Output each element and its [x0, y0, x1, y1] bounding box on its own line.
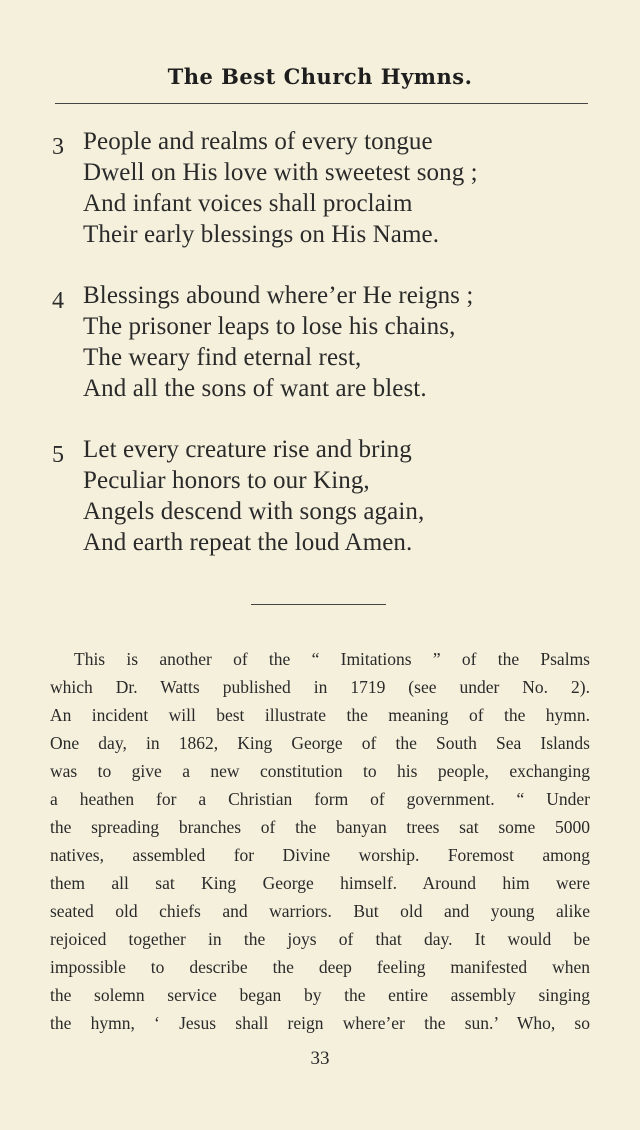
verse-line: Dwell on His love with sweetest song ; — [83, 159, 478, 186]
stanza-number: 5 — [52, 442, 64, 468]
verse-line: And earth repeat the loud Amen. — [83, 529, 413, 556]
commentary-line: which Dr. Watts published in 1719 (see under No. 2). — [50, 677, 590, 697]
page-number: 33 — [310, 1048, 330, 1069]
verse-line: The weary find eternal rest, — [83, 344, 362, 371]
verse-line: Their early blessings on His Name. — [83, 221, 440, 248]
verse-line: People and realms of every tongue — [83, 128, 433, 155]
commentary-line: them all sat King George himself. Around him were — [50, 873, 590, 893]
verse-line: And all the sons of want are blest. — [83, 375, 427, 402]
verse-line: Angels descend with songs again, — [83, 498, 425, 525]
commentary-line: the solemn service began by the entire assembly singing — [50, 985, 590, 1005]
verse-line: Let every creature rise and bring — [83, 436, 412, 463]
commentary-line: natives, assembled for Divine worship. Foremost among — [50, 845, 590, 865]
verse-line: Peculiar honors to our King, — [83, 467, 370, 494]
commentary-line: rejoiced together in the joys of that day. It would be — [50, 929, 590, 949]
commentary-line: the spreading branches of the banyan trees sat some 5000 — [50, 817, 590, 837]
commentary-line: impossible to describe the deep feeling manifested when — [50, 957, 590, 977]
header-rule — [55, 103, 588, 104]
commentary-line: seated old chiefs and warriors. But old and young alike — [50, 901, 590, 921]
section-divider — [251, 604, 386, 605]
running-head: The Best Church Hymns. — [167, 64, 473, 89]
commentary-line: a heathen for a Christian form of government. “ Under — [50, 789, 590, 809]
verse-line: And infant voices shall proclaim — [83, 190, 413, 217]
stanza-number: 4 — [52, 288, 64, 314]
verse-line: The prisoner leaps to lose his chains, — [83, 313, 456, 340]
commentary-line: the hymn, ‘ Jesus shall reign where’er the sun.’ Who, so — [50, 1013, 590, 1033]
commentary-line: An incident will best illustrate the meaning of the hymn. — [50, 705, 590, 725]
commentary-line: This is another of the “ Imitations ” of the Psalms — [74, 649, 590, 669]
commentary-line: was to give a new constitution to his people, exchanging — [50, 761, 590, 781]
verse-line: Blessings abound where’er He reigns ; — [83, 282, 474, 309]
stanza-number: 3 — [52, 134, 64, 160]
commentary-line: One day, in 1862, King George of the South Sea Islands — [50, 733, 590, 753]
